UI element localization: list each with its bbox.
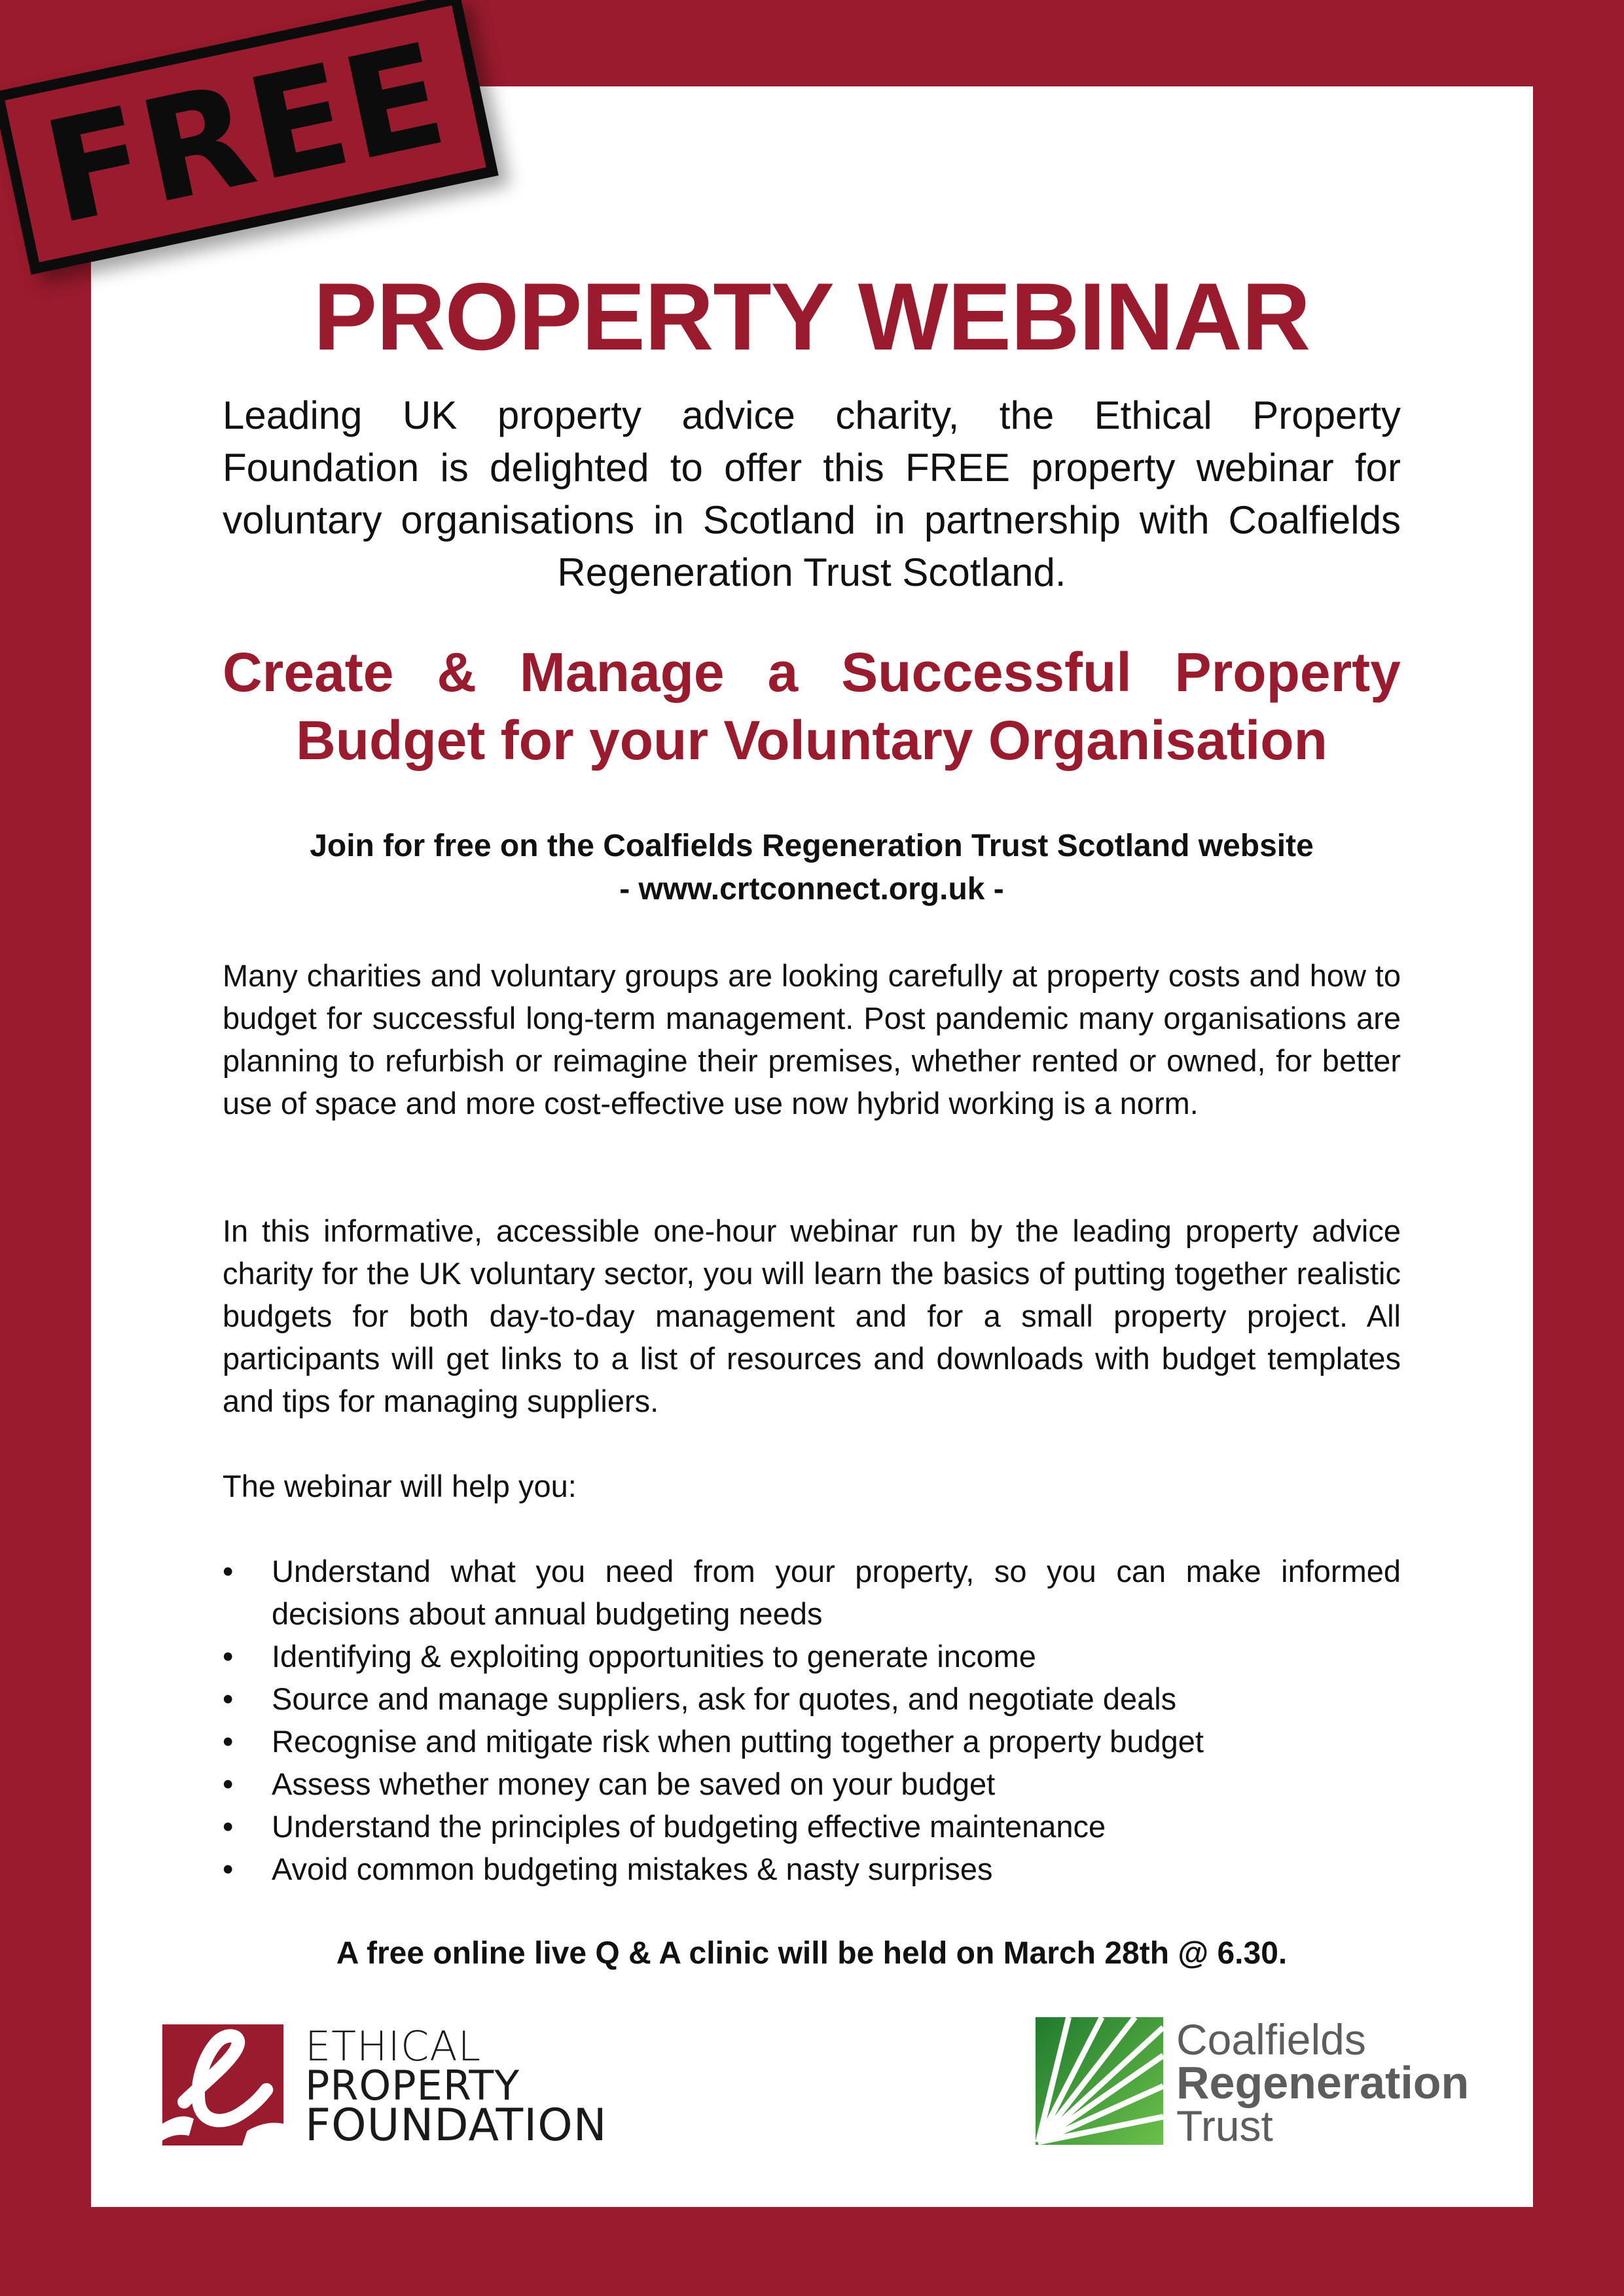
coalfields-regeneration-trust-logo — [1036, 2017, 1468, 2148]
crt-logo-line: Regeneration — [1176, 2057, 1470, 2108]
webinar-subtitle: Create & Manage a Successful Property Budget for your Voluntary Organisation — [223, 641, 1401, 771]
list-item: • Source and manage suppliers, ask for quotes, and negotiate deals — [223, 1677, 1401, 1720]
list-item: • Identifying & exploiting opportunities to generate income — [223, 1635, 1401, 1677]
clinic-notice: A free online live Q & A clinic will be held on March 28th @ 6.30. — [336, 1936, 1288, 1971]
epf-logo-line: PROPERTY — [305, 2062, 520, 2109]
body-paragraph: Many charities and voluntary groups are looking carefully at property costs and how to budget for successful long-term management. Post pandemic many organisations are planning to refurbish or reimagine their premises, whether rented or owned, for better use of space and more cost-effective use now hybrid working is a norm. — [223, 958, 1401, 1121]
crt-logo-line: Coalfields — [1176, 2015, 1366, 2064]
page-title: PROPERTY WEBINAR — [313, 263, 1310, 370]
list-item: • Recognise and mitigate risk when putting together a property budget — [223, 1720, 1401, 1763]
join-line: Join for free on the Coalfields Regeneration Trust Scotland website — [310, 829, 1314, 863]
list-item: • Understand the principles of budgeting effective maintenance — [223, 1805, 1401, 1848]
free-stamp-label: FREE — [31, 11, 460, 257]
list-item: • Avoid common budgeting mistakes & nasty surprises — [223, 1848, 1401, 1890]
body-paragraph: In this informative, accessible one-hour webinar run by the leading property advice charity for the UK voluntary sector, you will learn the basics of putting together realistic budgets for both day-to-day management and for a small property project. All participants will get links to a list of resources and downloads with budget templates and tips for managing suppliers. — [223, 1213, 1401, 1418]
join-info — [223, 825, 1401, 911]
join-website: - www.crtconnect.org.uk - — [619, 872, 1004, 906]
list-item: • Assess whether money can be saved on your budget — [223, 1763, 1401, 1805]
list-item: • Understand what you need from your property, so you can make informed decisions about annual budgeting needs — [223, 1550, 1401, 1635]
crt-logo-line: Trust — [1176, 2102, 1273, 2150]
epf-logo-line: FOUNDATION — [305, 2100, 607, 2151]
benefit-list — [223, 1550, 1401, 1890]
crt-sunburst-icon — [1036, 2017, 1163, 2145]
helps-intro: The webinar will help you: — [223, 1469, 577, 1503]
epf-logo-line: ETHICAL — [305, 2022, 482, 2070]
epf-e-mark-icon — [162, 2024, 283, 2145]
ethical-property-foundation-logo — [162, 2022, 634, 2151]
intro-text: Leading UK property advice charity, the Ethical Property Foundation is delighted to offer this FREE property webinar for voluntary organisations in Scotland in partnership with Coalfields Regeneration Trust Scotland. — [223, 393, 1401, 594]
